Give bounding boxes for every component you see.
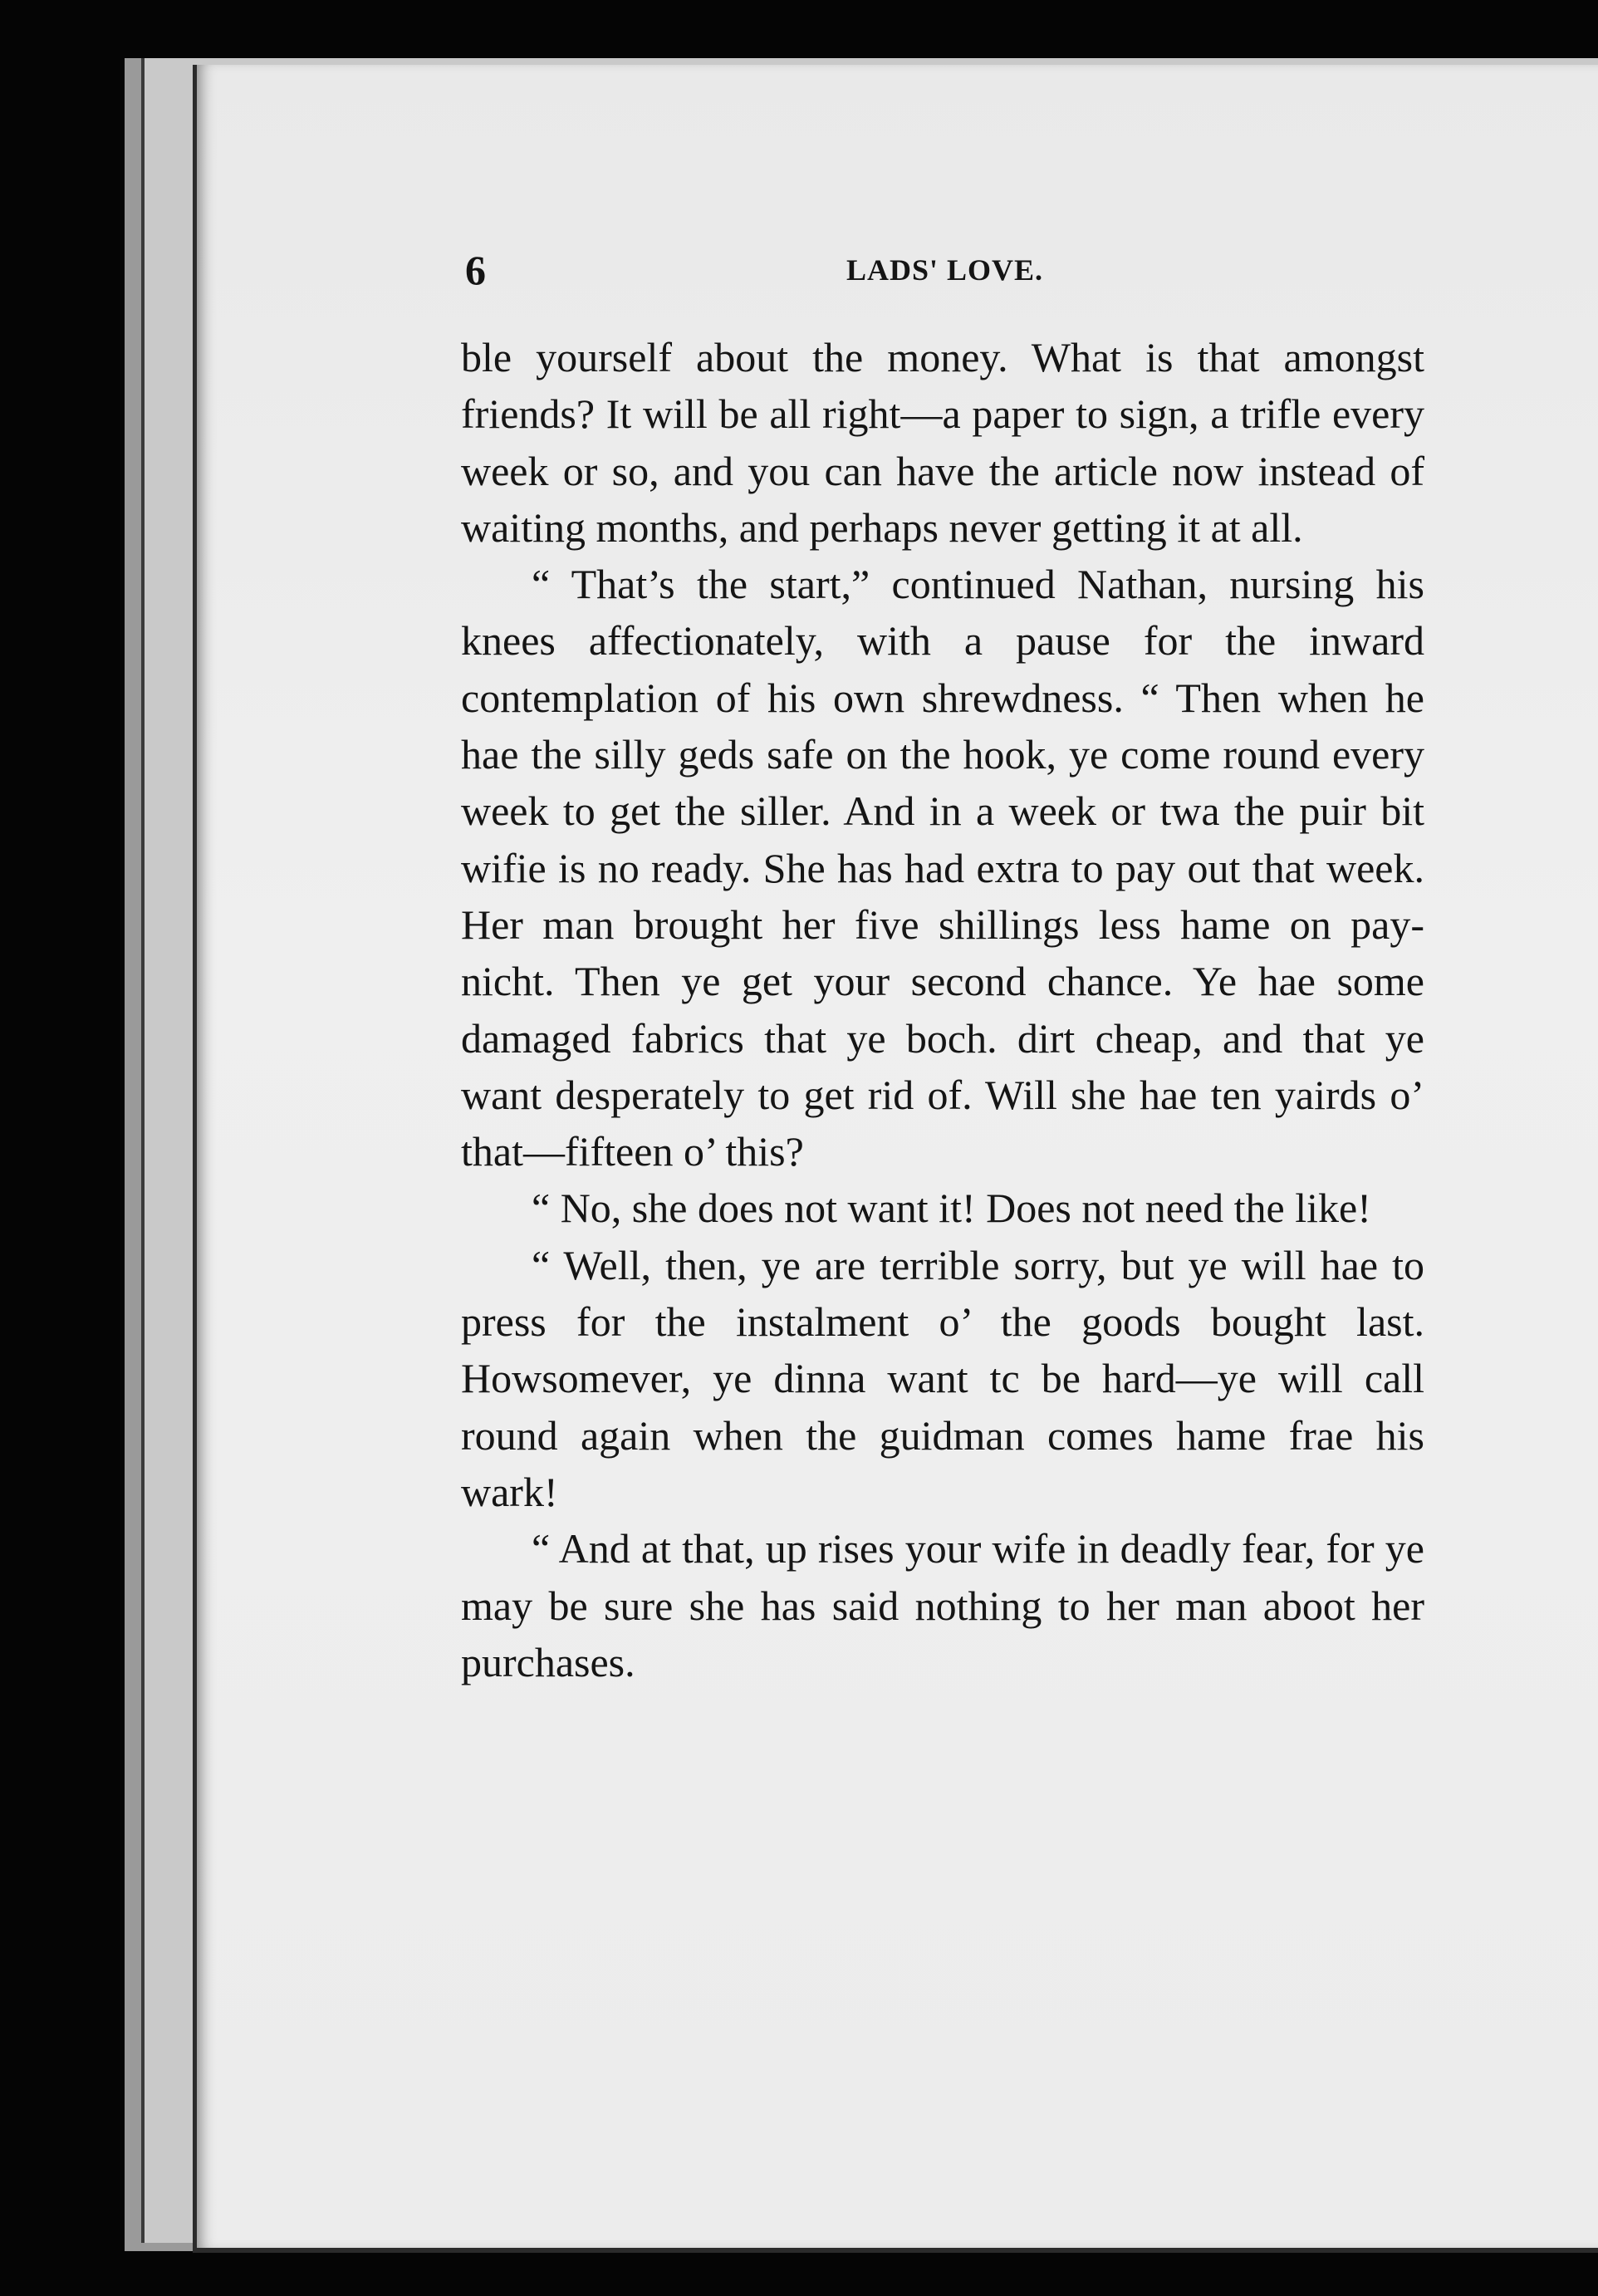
body-text	[461, 329, 1424, 1690]
running-head	[465, 246, 1424, 296]
page-number: 6	[465, 247, 486, 293]
paragraph-2: “ That’s the start,” continued Nathan, nursing his knees affectionately, with a pause for the inward contemplation of his own shrewdness. “ Then when he hae the silly geds safe on the hook, ye come round every week to get the siller. And in a week or twa the puir bit wifie is no ready. She has had extra to pay out that week. Her man brought her five shillings less hame on pay-nicht. Then ye get your second chance. Ye hae some damaged fabrics that ye boch. dirt cheap, and that ye want desperately to get rid of. Will she hae ten yairds o’ that—fifteen o’ this?	[461, 561, 1424, 1175]
paragraph-3: “ No, she does not want it! Does not need the like!	[532, 1185, 1371, 1232]
paragraph-5: “ And at that, up rises your wife in deadly fear, for ye may be sure she has said nothing to her man aboot her purchases.	[461, 1525, 1424, 1685]
running-title: LADS' LOVE.	[846, 253, 1044, 287]
paragraph-1: ble yourself about the money. What is that amongst friends? It will be all right—a paper to sign, a trifle every week or so, and you can have the article now instead of waiting months, and perhaps never getting it at all.	[461, 334, 1424, 551]
paragraph-4: “ Well, then, ye are terrible sorry, but ye will hae to press for the instalment o’ the goods bought last. Howsomever, ye dinna want tc be hard—ye will call round again when the guidman comes hame frae his wark!	[461, 1241, 1424, 1515]
